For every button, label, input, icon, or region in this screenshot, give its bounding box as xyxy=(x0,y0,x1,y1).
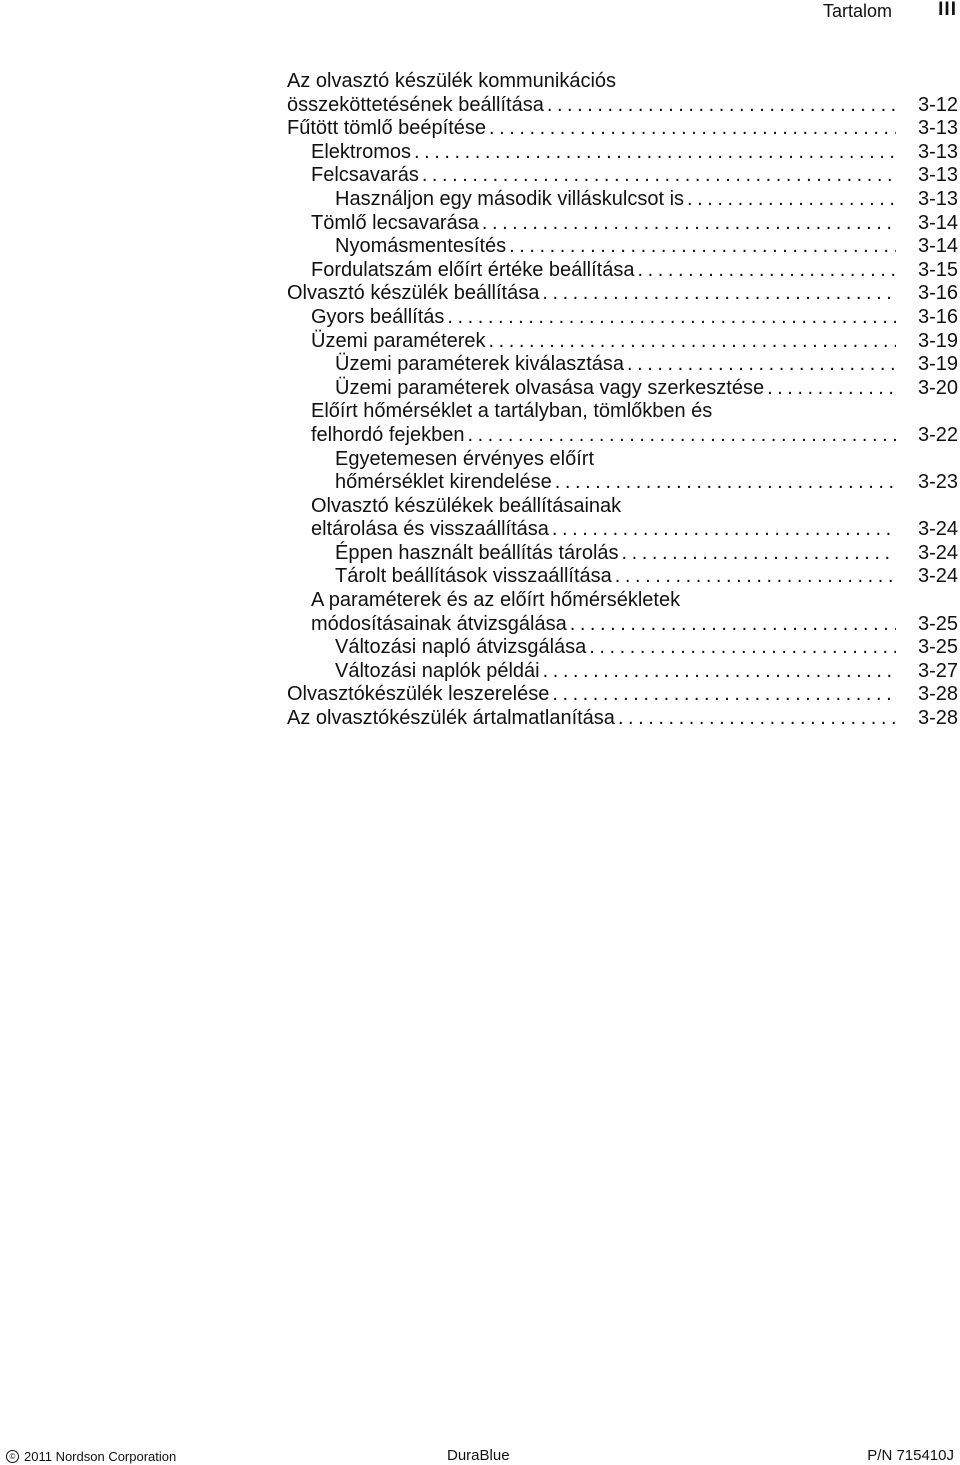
toc-entry-page: 3-23 xyxy=(917,471,958,494)
toc-entry-page: 3-24 xyxy=(917,518,958,541)
toc-entry[interactable] xyxy=(287,164,958,188)
toc-entry-title: összeköttetésének beállítása xyxy=(287,94,547,118)
toc-entry-title: Egyetemesen érvényes előírt xyxy=(335,448,597,472)
toc-entry[interactable] xyxy=(287,683,958,707)
toc-entry-title: Fordulatszám előírt értéke beállítása xyxy=(311,259,638,283)
toc-entry[interactable] xyxy=(287,353,958,377)
toc-entry[interactable] xyxy=(287,448,958,495)
toc-entry-title: Változási naplók példái xyxy=(335,660,543,684)
toc-entry-title: Nyomásmentesítés xyxy=(335,235,509,259)
toc-entry[interactable] xyxy=(287,707,958,731)
toc-entry[interactable] xyxy=(287,495,958,542)
copyright-icon: © xyxy=(6,1450,19,1463)
page-number: III xyxy=(938,0,957,20)
dot-leader xyxy=(542,282,896,306)
toc-entry-title: Elektromos xyxy=(311,141,414,165)
toc-entry-title: Előírt hőmérséklet a tartályban, tömlőkben és xyxy=(311,400,715,424)
dot-leader xyxy=(543,660,896,684)
page-header xyxy=(0,0,960,22)
toc-entry[interactable] xyxy=(287,282,958,306)
toc-entry-page: 3-22 xyxy=(917,423,958,446)
part-number: P/N 715410J xyxy=(867,1447,954,1464)
toc-entry-title: Olvasztókészülék leszerelése xyxy=(287,683,552,707)
toc-entry-page: 3-14 xyxy=(917,211,958,234)
toc-entry[interactable] xyxy=(287,377,958,401)
toc-entry-page: 3-24 xyxy=(917,541,958,564)
dot-leader xyxy=(767,377,896,401)
dot-leader xyxy=(687,188,896,212)
toc-entry-page: 3-27 xyxy=(917,659,958,682)
toc-entry-title: Üzemi paraméterek kiválasztása xyxy=(335,353,627,377)
toc-entry-title: Tömlő lecsavarása xyxy=(311,212,482,236)
dot-leader xyxy=(422,164,896,188)
dot-leader xyxy=(638,259,897,283)
toc-entry-title: Az olvasztókészülék ártalmatlanítása xyxy=(287,707,618,731)
copyright-text: 2011 Nordson Corporation xyxy=(24,1449,177,1464)
toc-entry[interactable] xyxy=(287,70,958,117)
toc-entry-title: módosításainak átvizsgálása xyxy=(311,613,570,637)
toc-entry[interactable] xyxy=(287,565,958,589)
toc-entry-title: Felcsavarás xyxy=(311,164,422,188)
dot-leader xyxy=(552,683,896,707)
toc-entry-title: Üzemi paraméterek xyxy=(311,330,489,354)
toc-entry-title: Az olvasztó készülék kommunikációs xyxy=(287,70,619,94)
toc-entry-page: 3-28 xyxy=(917,707,958,730)
dot-leader xyxy=(489,330,896,354)
dot-leader xyxy=(482,212,896,236)
toc-entry-page: 3-14 xyxy=(917,235,958,258)
toc-entry-page: 3-13 xyxy=(917,164,958,187)
toc-entry[interactable] xyxy=(287,330,958,354)
toc-entry-page: 3-15 xyxy=(917,258,958,281)
toc-entry-title: eltárolása és visszaállítása xyxy=(311,518,552,542)
dot-leader xyxy=(555,471,896,495)
toc-entry[interactable] xyxy=(287,636,958,660)
dot-leader xyxy=(509,235,896,259)
dot-leader xyxy=(547,94,896,118)
footer-copyright xyxy=(6,1449,176,1464)
toc-entry-title: Változási napló átvizsgálása xyxy=(335,636,589,660)
dot-leader xyxy=(570,613,896,637)
dot-leader xyxy=(489,117,896,141)
toc-entry[interactable] xyxy=(287,141,958,165)
page-footer xyxy=(0,1446,960,1465)
toc-entry-page: 3-13 xyxy=(917,140,958,163)
toc-entry[interactable] xyxy=(287,117,958,141)
toc-entry[interactable] xyxy=(287,660,958,684)
toc-entry-page: 3-12 xyxy=(917,93,958,116)
toc-entry-page: 3-24 xyxy=(917,565,958,588)
dot-leader xyxy=(618,707,896,731)
dot-leader xyxy=(627,353,896,377)
toc-entry[interactable] xyxy=(287,235,958,259)
toc-entry-page: 3-13 xyxy=(917,187,958,210)
toc-entry-page: 3-25 xyxy=(917,636,958,659)
toc-entry[interactable] xyxy=(287,212,958,236)
toc-entry-title: Gyors beállítás xyxy=(311,306,447,330)
toc-entry[interactable] xyxy=(287,306,958,330)
dot-leader xyxy=(622,542,896,566)
toc-entry[interactable] xyxy=(287,259,958,283)
toc-entry-title: hőmérséklet kirendelése xyxy=(335,471,555,495)
dot-leader xyxy=(447,306,896,330)
toc-entry-page: 3-19 xyxy=(917,353,958,376)
toc-entry[interactable] xyxy=(287,400,958,447)
toc-entry-page: 3-16 xyxy=(917,282,958,305)
dot-leader xyxy=(615,565,896,589)
toc-entry-page: 3-28 xyxy=(917,683,958,706)
toc-entry-title: Használjon egy második villáskulcsot is xyxy=(335,188,687,212)
toc-entry[interactable] xyxy=(287,188,958,212)
toc-entry-title: Fűtött tömlő beépítése xyxy=(287,117,489,141)
toc-entry[interactable] xyxy=(287,542,958,566)
toc-entry-title: Olvasztó készülék beállítása xyxy=(287,282,542,306)
dot-leader xyxy=(414,141,896,165)
dot-leader xyxy=(552,518,896,542)
toc-entry[interactable] xyxy=(287,589,958,636)
toc-entry-title: A paraméterek és az előírt hőmérsékletek xyxy=(311,589,683,613)
toc-entry-title: Üzemi paraméterek olvasása vagy szerkesztése xyxy=(335,377,767,401)
table-of-contents xyxy=(287,70,958,731)
toc-entry-title: Olvasztó készülékek beállításainak xyxy=(311,495,624,519)
toc-entry-page: 3-25 xyxy=(917,612,958,635)
toc-entry-title: Tárolt beállítások visszaállítása xyxy=(335,565,615,589)
dot-leader xyxy=(467,424,896,448)
dot-leader xyxy=(589,636,896,660)
toc-entry-page: 3-20 xyxy=(917,376,958,399)
product-name: DuraBlue xyxy=(447,1447,510,1464)
toc-entry-page: 3-13 xyxy=(917,117,958,140)
toc-entry-page: 3-19 xyxy=(917,329,958,352)
toc-entry-title: Éppen használt beállítás tárolás xyxy=(335,542,622,566)
section-title: Tartalom xyxy=(822,1,892,21)
toc-entry-title: felhordó fejekben xyxy=(311,424,467,448)
toc-entry-page: 3-16 xyxy=(917,305,958,328)
